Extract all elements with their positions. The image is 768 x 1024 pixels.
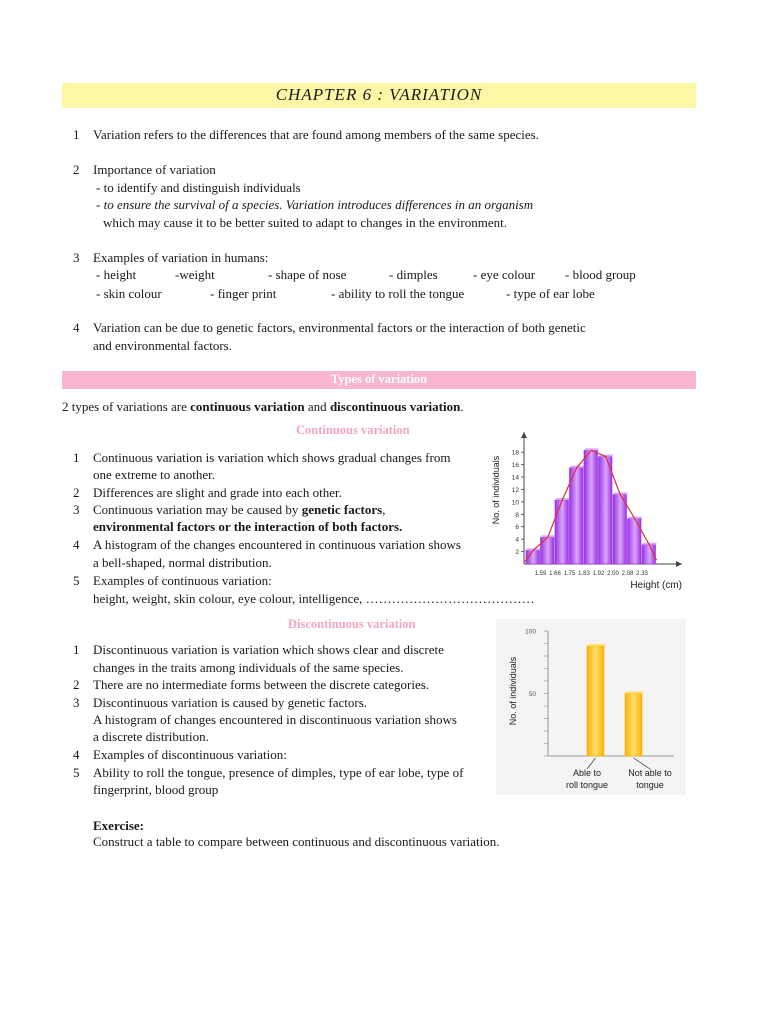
example-item: -weight [175,267,215,282]
item-number: 4 [73,320,80,335]
intro-text: Examples of variation in humans: [93,250,269,265]
continuous-text-part: , [382,502,386,517]
y-tick-label: 4 [515,536,519,544]
x-axis-label: Height (cm) [630,580,682,591]
item-number: 1 [73,450,80,465]
y-tick-label: 6 [515,524,519,532]
exercise-text: Construct a table to compare between continuous and discontinuous variation. [93,834,500,849]
example-item: - blood group [565,267,636,282]
y-tick-label: 8 [515,511,519,519]
item-number: 5 [73,573,80,588]
bar-top [587,644,606,646]
discontinuous-text: Ability to roll the tongue, presence of dimples, type of ear lobe, type of [93,765,464,780]
types-intro-text: . [460,399,464,414]
continuous-text: a bell-shaped, normal distribution. [93,555,272,570]
continuous-text: Examples of continuous variation: [93,573,272,588]
discontinuous-text: A histogram of changes encountered in discontinuous variation shows [93,712,457,727]
example-item: - ability to roll the tongue [331,286,465,301]
y-axis-label: No. of individuals [491,455,501,525]
intro-text: Variation can be due to genetic factors, environmental factors or the interaction of both genetic [93,320,586,335]
x-tick-label: 1.66 [549,571,561,577]
x-axis-arrow [676,561,682,567]
discontinuous-text: There are no intermediate forms between the discrete categories. [93,677,430,692]
continuous-term: continuous variation [190,399,305,414]
y-tick-label: 14 [511,474,519,482]
continuous-text-part: Continuous variation may be caused by [93,502,302,517]
discontinuous-text: a discrete distribution. [93,729,209,744]
discontinuous-text: Examples of discontinuous variation: [93,747,287,762]
item-number: 3 [73,695,80,710]
histogram-bar [570,468,584,564]
item-number: 2 [73,677,80,692]
continuous-variation-histogram [486,418,690,596]
discontinuous-text: fingerprint, blood group [93,782,219,797]
histogram-bar [584,450,598,564]
types-banner-label: Types of variation [330,372,428,386]
histogram-bar [555,500,569,564]
y-axis-label: No. of individuals [508,656,518,726]
x-tick-label: 1.75 [563,571,576,577]
continuous-text: A histogram of the changes encountered in continuous variation shows [93,537,461,552]
example-item: - dimples [389,267,438,282]
example-item: - finger print [210,286,277,301]
category-label: roll tongue [565,780,609,790]
types-intro [62,398,464,415]
y-tick-label: 100 [525,628,536,636]
intro-text: Importance of variation [93,162,216,177]
item-number: 1 [73,642,80,657]
example-item: - shape of nose [268,267,347,282]
bar [625,694,642,757]
item-number: 3 [73,250,80,265]
discontinuous-text: Discontinuous variation is caused by genetic factors. [93,695,368,710]
discontinuous-text: Discontinuous variation is variation which shows clear and discrete [93,642,444,657]
discontinuous-text: changes in the traits among individuals of the same species. [93,660,404,675]
continuous-text [93,501,385,518]
intro-text: - to ensure the survival of a species. Variation introduces differences in an organism [96,197,534,212]
item-number: 4 [73,537,80,552]
item-number: 4 [73,747,80,762]
x-tick-label: 2.33 [636,571,648,577]
histogram-bar [599,457,613,564]
genetic-factors-term: genetic factors [301,502,383,517]
discontinuous-variation-chart [496,619,686,795]
continuous-text: Continuous variation is variation which shows gradual changes from [93,450,451,465]
x-tick-label: 2.08 [621,571,634,577]
item-number: 3 [73,502,80,517]
x-tick-label: 1.83 [578,571,590,577]
category-label: tongue [636,780,664,790]
category-label: Able to [572,768,602,778]
continuous-heading: Continuous variation [296,423,410,437]
bar-top [625,692,644,694]
discontinuous-heading: Discontinuous variation [288,617,416,631]
intro-text: and environmental factors. [93,338,232,353]
continuous-text: one extreme to another. [93,467,216,482]
y-tick-label: 12 [511,486,519,494]
item-number: 2 [73,485,80,500]
y-tick-label: 16 [511,462,519,470]
item-number: 5 [73,765,80,780]
intro-text: Variation refers to the differences that are found among members of the same species. [93,127,539,142]
category-label: Not able to [628,768,672,778]
continuous-text: Differences are slight and grade into each other. [93,485,342,500]
item-number: 1 [73,127,80,142]
y-tick-label: 18 [511,449,519,457]
histogram-bar [613,494,627,564]
exercise-heading: Exercise: [93,818,145,833]
intro-text: which may cause it to be better suited to adapt to changes in the environment. [103,215,507,230]
item-number: 2 [73,162,80,177]
bar [587,646,604,756]
intro-text: - to identify and distinguish individuals [96,180,301,195]
page-title: CHAPTER 6 : VARIATION [275,85,483,104]
x-tick-label: 1.59 [534,571,547,577]
continuous-text: height, weight, skin colour, eye colour, intelligence, ………………………………… [93,591,535,606]
y-tick-label: 10 [511,499,519,507]
example-item: - skin colour [96,286,162,301]
example-item: - height [96,267,137,282]
x-tick-label: 2.00 [607,571,619,577]
x-tick-label: 1.92 [592,571,605,577]
continuous-text: environmental factors or the interaction of both factors. [93,519,403,534]
discontinuous-term: discontinuous variation [329,399,461,414]
y-tick-label: 2 [515,549,519,557]
types-intro-text: 2 types of variations are [62,399,191,414]
y-axis-arrow [521,432,527,438]
types-intro-text: and [304,399,330,414]
example-item: - eye colour [473,267,536,282]
example-item: - type of ear lobe [506,286,595,301]
y-tick-label: 50 [528,691,536,698]
